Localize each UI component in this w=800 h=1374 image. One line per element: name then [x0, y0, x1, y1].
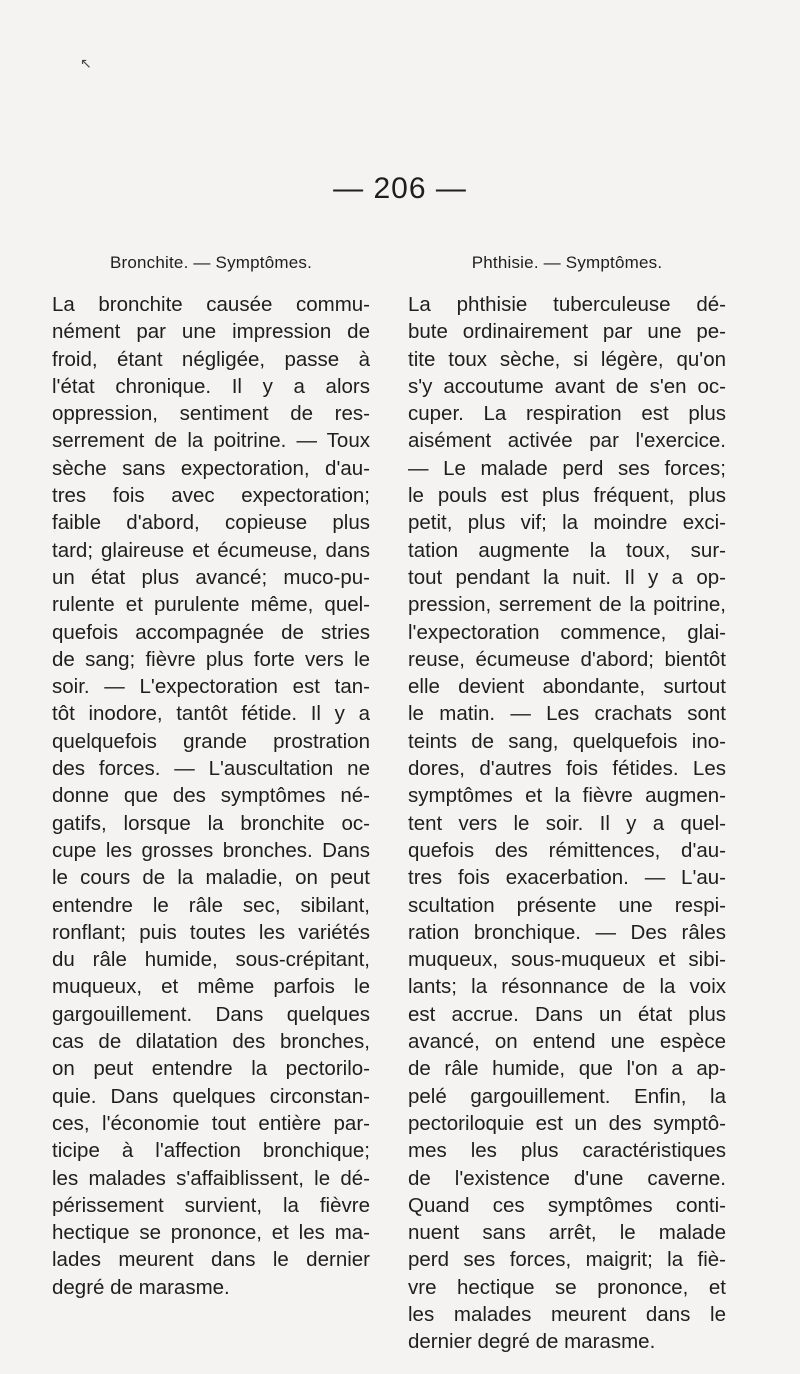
text-line: de l'existence d'une caverne.: [408, 1166, 726, 1190]
text-line: froid, étant négligée, passe à: [52, 347, 370, 371]
text-line: quie. Dans quelques circonstan-: [52, 1084, 370, 1108]
text-line: tent vers le soir. Il y a quel-: [408, 811, 726, 835]
text-line: oppression, sentiment de res-: [52, 402, 370, 426]
text-line: La phthisie tuberculeuse dé-: [408, 293, 726, 316]
text-line: bute ordinairement par une pe-: [408, 320, 726, 344]
text-line: pectoriloquie est un des symptô-: [408, 1111, 726, 1135]
text-line: les malades s'affaiblissent, le dé-: [52, 1166, 370, 1190]
text-line: cas de dilatation des bronches,: [52, 1030, 370, 1054]
text-line: tout pendant la nuit. Il y a op-: [408, 565, 726, 589]
text-line: teints de sang, quelquefois ino-: [408, 729, 726, 753]
text-line: rulente et purulente même, quel-: [52, 593, 370, 617]
text-line: muqueux, sous-muqueux et sibi-: [408, 948, 726, 972]
text-line: reuse, écumeuse d'abord; bientôt: [408, 647, 726, 671]
text-line: sèche sans expectoration, d'au-: [52, 456, 370, 480]
text-line: le cours de la maladie, on peut: [52, 866, 370, 890]
text-line: soir. — L'expectoration est tan-: [52, 675, 370, 699]
text-line: de sang; fièvre plus forte vers le: [52, 647, 370, 671]
text-line: La bronchite causée commu-: [52, 293, 370, 316]
text-line: scultation présente une respi-: [408, 893, 726, 917]
left-column-heading: Bronchite. — Symptômes.: [109, 253, 313, 272]
text-line: périssement survient, la fièvre: [52, 1193, 370, 1217]
text-line: cuper. La respiration est plus: [408, 402, 726, 426]
text-line: symptômes et la fièvre augmen-: [408, 784, 726, 808]
text-line: les malades meurent dans le: [408, 1302, 726, 1326]
text-line: on peut entendre la pectorilo-: [52, 1057, 370, 1081]
text-line: gargouillement. Dans quelques: [52, 1002, 370, 1026]
text-line: ronflant; puis toutes les variétés: [52, 920, 370, 944]
text-line: faible d'abord, copieuse plus: [52, 511, 370, 535]
text-line: dores, d'autres fois fétides. Les: [408, 757, 726, 781]
left-column-text: [52, 291, 370, 1301]
text-line: le matin. — Les crachats sont: [408, 702, 726, 726]
text-line: — Le malade perd ses forces;: [408, 456, 726, 480]
text-line: perd ses forces, maigrit; la fiè-: [408, 1248, 726, 1272]
text-line: muqueux, et même parfois le: [52, 975, 370, 999]
text-line: nuent sans arrêt, le malade: [408, 1221, 726, 1245]
text-line: vre hectique se prononce, et: [408, 1275, 726, 1299]
text-line: pelé gargouillement. Enfin, la: [408, 1084, 726, 1108]
text-line: entendre le râle sec, sibilant,: [52, 893, 370, 917]
text-line: hectique se prononce, et les ma-: [52, 1221, 370, 1245]
text-line: quefois accompagnée de stries: [52, 620, 370, 644]
text-line: gatifs, lorsque la bronchite oc-: [52, 811, 370, 835]
text-line: Quand ces symptômes conti-: [408, 1193, 726, 1217]
text-line: l'état chronique. Il y a alors: [52, 374, 370, 398]
text-line: ration bronchique. — Des râles: [408, 920, 726, 944]
right-column-heading: Phthisie. — Symptômes.: [471, 253, 663, 272]
right-column-text: [408, 291, 726, 1356]
text-line: de râle humide, que l'on a ap-: [408, 1057, 726, 1081]
text-line: pression, serrement de la poitrine,: [408, 593, 726, 617]
text-line: cupe les grosses bronches. Dans: [52, 838, 370, 862]
text-line: tres fois exacerbation. — L'au-: [408, 866, 726, 890]
text-line: donne que des symptômes né-: [52, 784, 370, 808]
text-line: du râle humide, sous-crépitant,: [52, 948, 370, 972]
text-line: ces, l'économie tout entière par-: [52, 1111, 370, 1135]
corner-mark: ↖: [80, 55, 92, 71]
text-line: lades meurent dans le dernier: [52, 1248, 370, 1272]
text-line: avancé, on entend une espèce: [408, 1030, 726, 1054]
text-line: nément par une impression de: [52, 320, 370, 344]
text-line: tres fois avec expectoration;: [52, 484, 370, 508]
text-line: le pouls est plus fréquent, plus: [408, 484, 726, 508]
text-line: aisément activée par l'exercice.: [408, 429, 726, 453]
text-line: est accrue. Dans un état plus: [408, 1002, 726, 1026]
text-line: tôt inodore, tantôt fétide. Il y a: [52, 702, 370, 726]
text-line: des forces. — L'auscultation ne: [52, 757, 370, 781]
right-column: [408, 253, 726, 1356]
text-line: lants; la résonnance de la voix: [408, 975, 726, 999]
text-line: ticipe à l'affection bronchique;: [52, 1139, 370, 1163]
text-line: l'expectoration commence, glai-: [408, 620, 726, 644]
text-line: tite toux sèche, si légère, qu'on: [408, 347, 726, 371]
text-line: quefois des rémittences, d'au-: [408, 838, 726, 862]
text-line: dernier degré de marasme.: [408, 1330, 656, 1354]
text-line: tard; glaireuse et écumeuse, dans: [52, 538, 370, 562]
text-line: s'y accoutume avant de s'en oc-: [408, 374, 726, 398]
text-line: elle devient abondante, surtout: [408, 675, 726, 699]
page-number: — 206 —: [333, 172, 467, 205]
left-column: [52, 253, 370, 1301]
text-line: petit, plus vif; la moindre exci-: [408, 511, 726, 535]
text-line: mes les plus caractéristiques: [408, 1139, 726, 1163]
text-line: tation augmente la toux, sur-: [408, 538, 726, 562]
text-line: quelquefois grande prostration: [52, 729, 370, 753]
text-line: un état plus avancé; muco-pu-: [52, 565, 370, 589]
text-line: serrement de la poitrine. — Toux: [52, 429, 370, 453]
text-line: degré de marasme.: [52, 1275, 230, 1299]
